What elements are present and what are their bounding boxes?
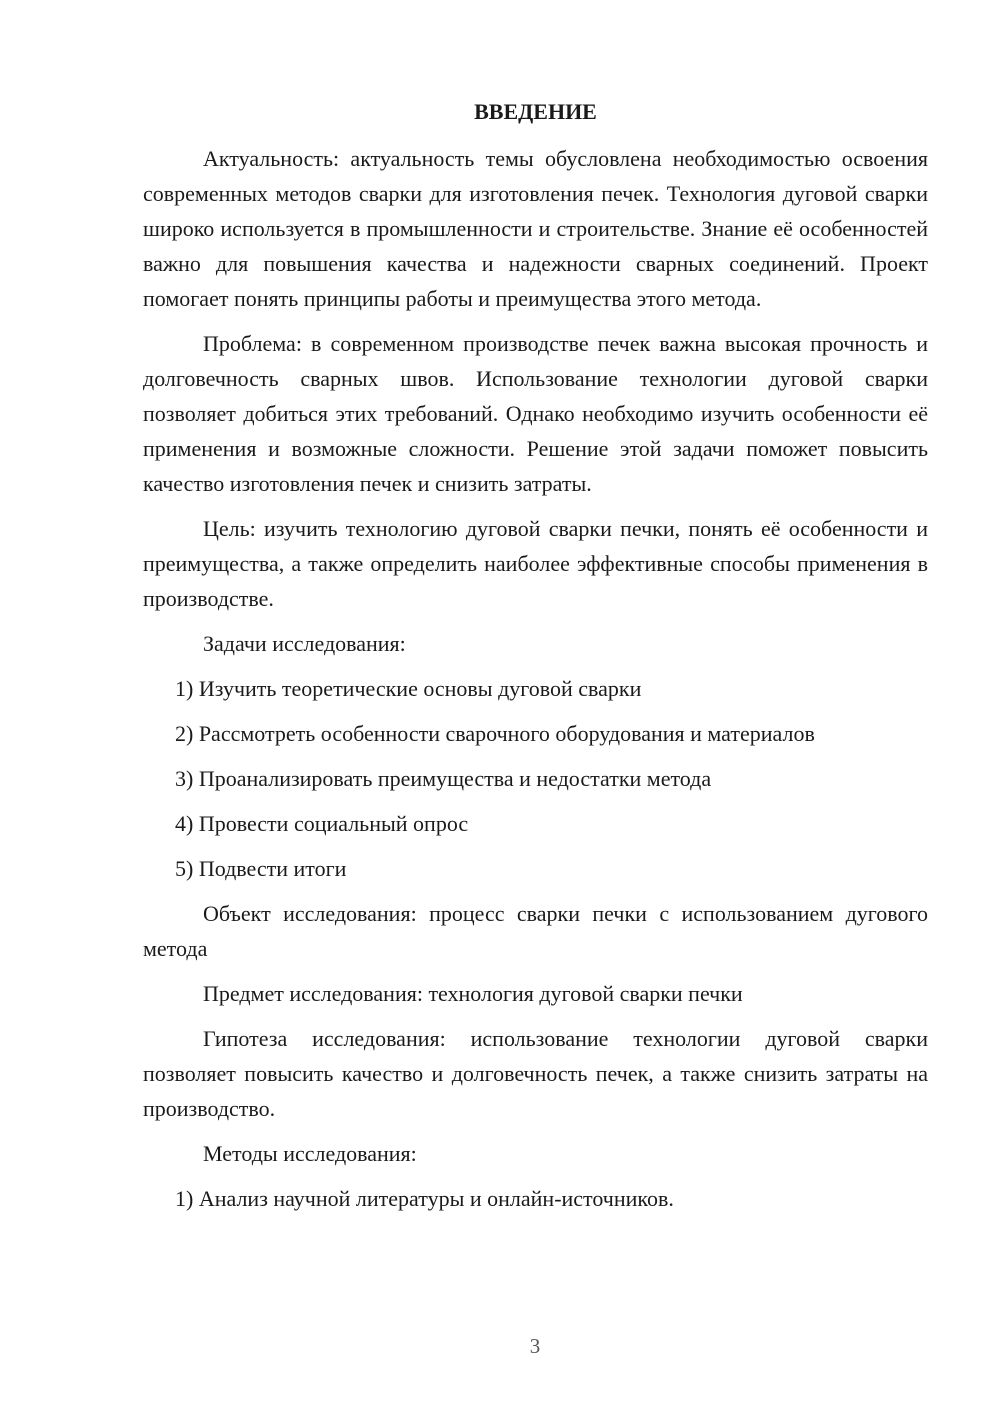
problem-paragraph: Проблема: в современном производстве печек важна высокая прочность и долговечность сварных швов. Использование технологии дуговой сварки позволяет добиться этих требований. Однако необходимо изучить особенности её применения и возможные сложности. Решение этой задачи поможет повысить качество изготовления печек и снизить затраты. [143, 331, 928, 496]
section-title: ВВЕДЕНИЕ [474, 99, 597, 124]
object-paragraph: Объект исследования: процесс сварки печки с использованием дугового метода [143, 901, 928, 961]
methods-heading: Методы исследования: [203, 1141, 417, 1166]
hypothesis-paragraph: Гипотеза исследования: использование технологии дуговой сварки позволяет повысить качество и долговечность печек, а также снизить затраты на производство. [143, 1026, 928, 1121]
task-item: 2) Рассмотреть особенности сварочного оборудования и материалов [175, 721, 815, 746]
relevance-paragraph: Актуальность: актуальность темы обусловлена необходимостью освоения современных методов сварки для изготовления печек. Технология дуговой сварки широко используется в промышленности и строительстве. Знание её особенностей важно для повышения качества и надежности сварных соединений. Проект помогает понять принципы работы и преимущества этого метода. [143, 146, 928, 311]
task-item: 4) Провести социальный опрос [175, 811, 469, 836]
task-item: 3) Проанализировать преимущества и недостатки метода [175, 766, 712, 791]
document-page [143, 94, 928, 1226]
page-number: 3 [529, 1334, 541, 1358]
subject-paragraph: Предмет исследования: технология дуговой сварки печки [203, 981, 743, 1006]
tasks-heading: Задачи исследования: [203, 631, 406, 656]
task-item: 1) Изучить теоретические основы дуговой сварки [175, 676, 642, 701]
goal-paragraph: Цель: изучить технологию дуговой сварки печки, понять её особенности и преимущества, а также определить наиболее эффективные способы применения в производстве. [143, 516, 928, 611]
method-item: 1) Анализ научной литературы и онлайн-источников. [175, 1186, 674, 1211]
task-item: 5) Подвести итоги [175, 856, 347, 881]
